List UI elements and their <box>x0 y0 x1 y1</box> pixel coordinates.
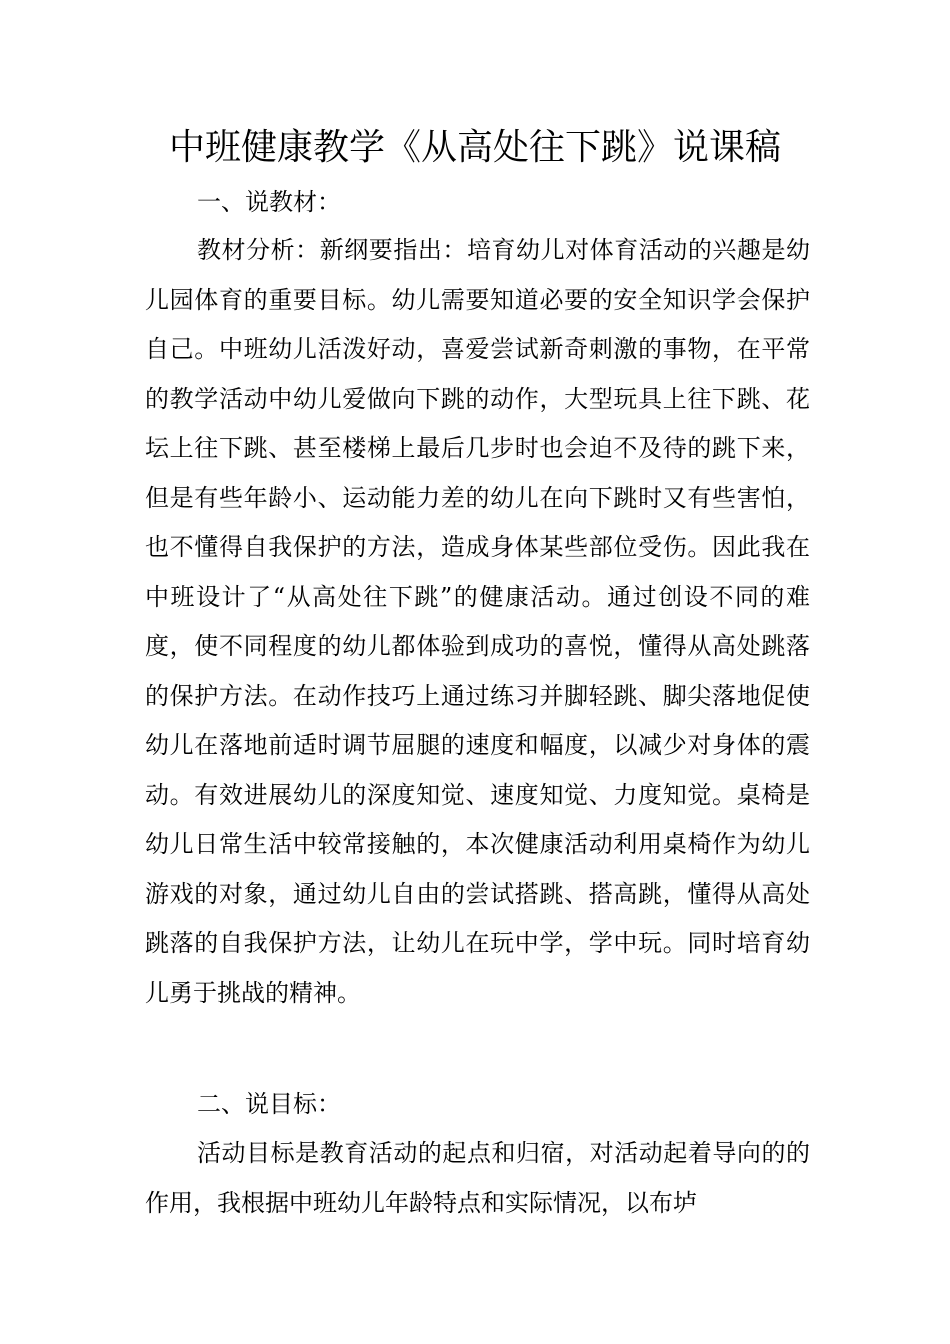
section-heading-objectives: 二、说目标： <box>197 1090 341 1118</box>
section-paragraph-materials: 教材分析：新纲要指出：培育幼儿对体育活动的兴趣是幼儿园体育的重要目标。幼儿需要知道必要的安全知识学会保护自己。中班幼儿活泼好动，喜爱尝试新奇刺激的事物，在平常的教学活动中幼儿爱做向下跳的动作，大型玩具上往下跳、花坛上往下跳、甚至楼梯上最后几步时也会迫不及待的跳下来，但是有些年龄小、运动能力差的幼儿在向下跳时又有些害怕，也不懂得自我保护的方法，造成身体某些部位受伤。因此我在中班设计了“从高处往下跳”的健康活动。通过创设不同的难度，使不同程度的幼儿都体验到成功的喜悦，懂得从高处跳落的保护方法。在动作技巧上通过练习并脚轻跳、脚尖落地促使幼儿在落地前适时调节屈腿的速度和幅度，以减少对身体的震动。有效进展幼儿的深度知觉、速度知觉、力度知觉。桌椅是幼儿日常生活中较常接触的，本次健康活动利用桌椅作为幼儿游戏的对象，通过幼儿自由的尝试搭跳、搭高跳，懂得从高处跳落的自我保护方法，让幼儿在玩中学，学中玩。同时培育幼儿勇于挑战的精神。 <box>145 236 810 1007</box>
section-heading-materials: 一、说教材： <box>197 188 341 216</box>
document-title: 中班健康教学《从高处往下跳》说课稿 <box>168 127 781 168</box>
section-paragraph-objectives: 活动目标是教育活动的起点和归宿，对活动起着导向的的作用，我根据中班幼儿年龄特点和实际情况，以布垆 <box>145 1139 810 1217</box>
